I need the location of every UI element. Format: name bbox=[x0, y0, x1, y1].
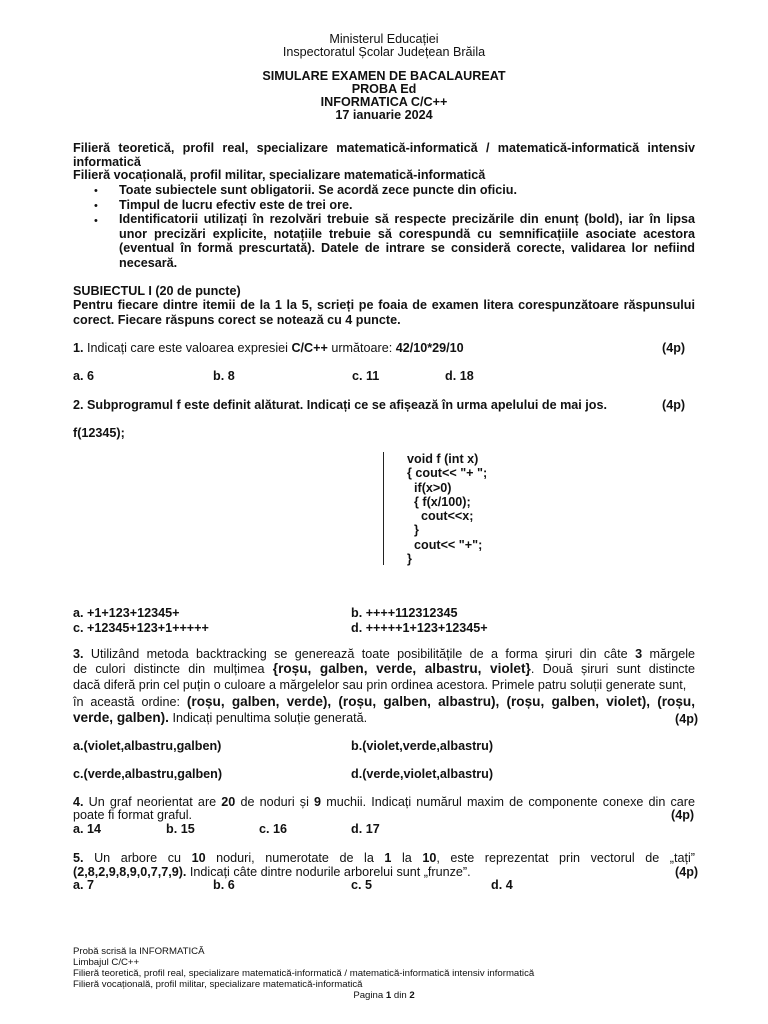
answer-option: a.(violet,albastru,galben) bbox=[73, 739, 222, 753]
exam-subject: INFORMATICA C/C++ bbox=[320, 95, 448, 109]
instruction-bullet: Toate subiectele sunt obligatorii. Se acordă zece puncte din oficiu. bbox=[119, 183, 517, 197]
answer-option: b. 15 bbox=[166, 822, 195, 836]
points-badge: (4p) bbox=[675, 712, 699, 726]
answer-option: a. 14 bbox=[73, 822, 102, 836]
footer-line: Limbajul C/C++ bbox=[73, 957, 140, 968]
filiera-line-1-cont: informatică bbox=[73, 155, 141, 169]
page-number: Pagina 1 din 2 bbox=[353, 990, 415, 1001]
inspectorate-name: Inspectoratul Școlar Județean Brăila bbox=[282, 45, 486, 59]
answer-option: d. +++++1+123+12345+ bbox=[351, 621, 488, 635]
instruction-bullet: Timpul de lucru efectiv este de trei ore. bbox=[119, 198, 353, 212]
code-line: { f(x/100); bbox=[407, 494, 471, 509]
answer-option: a. 7 bbox=[73, 878, 95, 892]
points-badge: (4p) bbox=[671, 808, 695, 822]
exam-probe: PROBA Ed bbox=[351, 82, 417, 96]
expression: 42/10*29/10 bbox=[395, 341, 464, 355]
answer-option: a. +1+123+12345+ bbox=[73, 606, 180, 620]
answer-option: b.(violet,verde,albastru) bbox=[351, 739, 494, 753]
subject-title: SUBIECTUL I (20 de puncte) bbox=[73, 284, 241, 298]
answer-option: b. 6 bbox=[213, 878, 235, 892]
points-badge: (4p) bbox=[662, 341, 686, 355]
answer-option: c. +12345+123+1+++++ bbox=[73, 621, 209, 635]
code-line: cout<< "+"; bbox=[407, 537, 483, 552]
footer-line: Filieră teoretică, profil real, specializare matematică-informatică / matematică-informatică intensiv informatică bbox=[73, 968, 535, 979]
filiera-line-1: Filieră teoretică, profil real, specializare matematică-informatică / matematică-informatică intensiv bbox=[73, 141, 695, 155]
answer-option: d. 17 bbox=[351, 822, 380, 836]
question-5-line: 5. Un arbore cu 10 noduri, numerotate de la 1 la 10, este reprezentat prin vectorul de „tați” bbox=[73, 851, 695, 865]
code-line: void f (int x) bbox=[407, 452, 479, 466]
question-4-line: 4. Un graf neorientat are 20 de noduri și 9 muchii. Indicați numărul maxim de componente conexe din care bbox=[73, 795, 696, 809]
question-3-line: 3. Utilizând metoda backtracking se generează toate posibilitățile de a forma șiruri din câte 3 mărgele bbox=[73, 647, 696, 661]
ministry-name: Ministerul Educației bbox=[329, 32, 439, 46]
question-3-line: de culori distincte din mulțimea {roșu, galben, verde, albastru, violet}. Două șiruri sunt distincte bbox=[73, 661, 695, 676]
exam-date: 17 ianuarie 2024 bbox=[335, 108, 433, 122]
code-line: cout<<x; bbox=[407, 509, 474, 524]
bullet-icon: • bbox=[94, 215, 98, 227]
question-5-line: (2,8,2,9,8,9,0,7,7,9). Indicați câte dintre nodurile arborelui sunt „frunze”. bbox=[73, 865, 471, 879]
question-number: 1. bbox=[73, 341, 84, 355]
points-badge: (4p) bbox=[662, 398, 686, 412]
answer-option: d.(verde,violet,albastru) bbox=[351, 767, 494, 781]
question-4-line: poate fi format graful. bbox=[73, 808, 193, 822]
question-number: 3. bbox=[73, 647, 84, 661]
code-line: if(x>0) bbox=[407, 480, 452, 495]
instruction-bullet: Identificatorii utilizați în rezolvări trebuie să respecte precizările din enunț (bold), iar în lipsa unor precizări explicite, notațiile trebuie să corespundă cu semnificațiile asociate acestora (eventual în formă prescurtată). Datele de intrare se consideră corecte, validarea lor nefiind necesară. bbox=[119, 212, 695, 270]
question-3-line: în această ordine: (roșu, galben, verde), (roșu, galben, albastru), (roșu, galben, violet), (roșu, bbox=[73, 694, 695, 709]
answer-option: c. 16 bbox=[259, 822, 288, 836]
question-number: 5. bbox=[73, 851, 84, 865]
answer-option: c.(verde,albastru,galben) bbox=[73, 767, 223, 781]
points-badge: (4p) bbox=[675, 865, 699, 879]
answer-option: b. 8 bbox=[213, 369, 235, 383]
answer-option: d. 18 bbox=[445, 369, 474, 383]
subject-instructions: Pentru fiecare dintre itemii de la 1 la 5, scrieți pe foaia de examen litera corespunzătoare răspunsului corect. Fiecare răspuns corect se notează cu 4 puncte. bbox=[73, 298, 695, 327]
answer-option: a. 6 bbox=[73, 369, 95, 383]
answer-option: b. ++++112312345 bbox=[351, 606, 458, 620]
code-line: } bbox=[407, 552, 412, 567]
question-1: 1. Indicați care este valoarea expresiei C/C++ următoare: 42/10*29/10 bbox=[73, 341, 464, 355]
function-call: f(12345); bbox=[73, 426, 125, 440]
code-line: { cout<< "+ "; bbox=[407, 466, 488, 481]
footer-line: Filieră vocațională, profil militar, specializare matematică-informatică bbox=[73, 979, 363, 990]
footer-line: Probă scrisă la INFORMATICĂ bbox=[73, 946, 205, 957]
code-block bbox=[407, 452, 487, 566]
filiera-line-2: Filieră vocațională, profil militar, specializare matematică-informatică bbox=[73, 168, 486, 182]
bullet-icon: • bbox=[94, 200, 98, 212]
bullet-icon: • bbox=[94, 185, 98, 197]
question-3-line: dacă diferă prin cel puțin o culoare a mărgelelor sau prin ordinea acestora. Primele patru soluții generate sunt, bbox=[73, 678, 687, 692]
code-line: } bbox=[407, 523, 419, 538]
answer-option: d. 4 bbox=[491, 878, 513, 892]
answer-option: c. 5 bbox=[351, 878, 373, 892]
exam-title: SIMULARE EXAMEN DE BACALAUREAT bbox=[262, 69, 506, 83]
question-2: 2. Subprogramul f este definit alăturat. Indicați ce se afișează în urma apelului de mai jos. bbox=[73, 398, 607, 412]
code-divider bbox=[383, 452, 384, 565]
question-3-line: verde, galben). Indicați penultima soluție generată. bbox=[73, 710, 368, 725]
question-number: 4. bbox=[73, 795, 84, 809]
answer-option: c. 11 bbox=[352, 369, 380, 383]
parent-vector: (2,8,2,9,8,9,0,7,7,9). bbox=[73, 865, 187, 879]
